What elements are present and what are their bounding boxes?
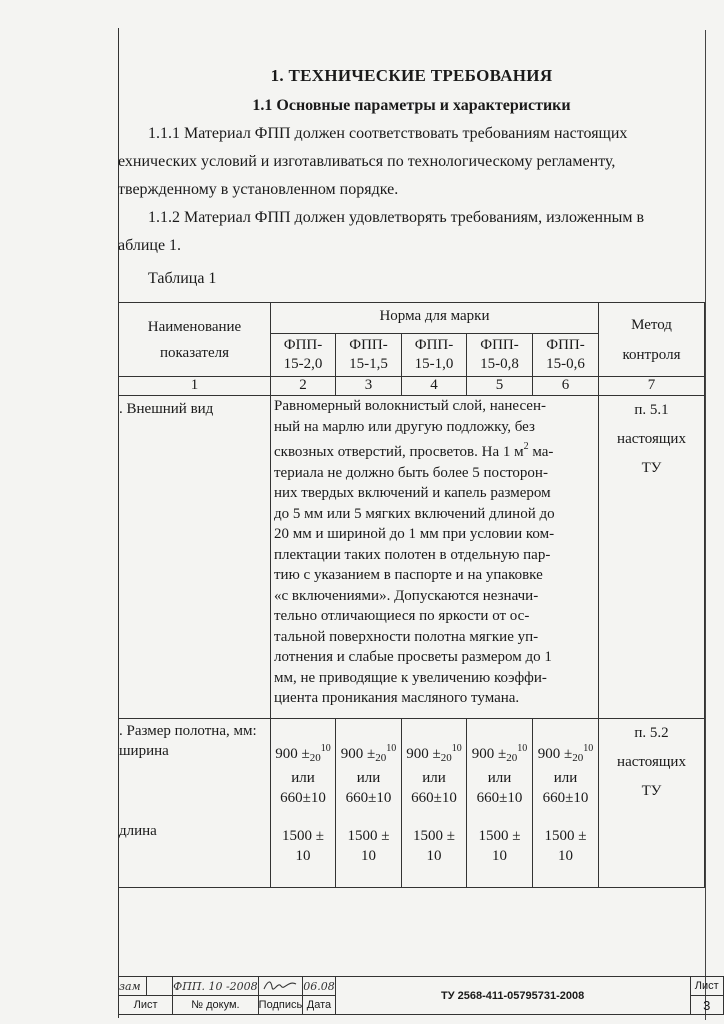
- table-row-size: [119, 719, 705, 888]
- page-frame-right: [705, 30, 706, 1020]
- requirements-table: [118, 302, 705, 888]
- change-doc-number: ФПП. 10 -2008: [173, 977, 259, 996]
- width-value: [336, 739, 401, 768]
- brand-line1: ФПП-: [349, 337, 388, 353]
- length-value-l1: 1500 ±: [282, 828, 324, 844]
- desc-line: до 5 мм или 5 мягких включений длиной до: [274, 505, 555, 522]
- header-name-line1: Наименование: [147, 318, 242, 335]
- header-name-cell: [119, 303, 271, 377]
- width-sub: 20: [309, 752, 321, 764]
- header-method-cell: [599, 303, 705, 377]
- length-value-l1: 1500 ±: [413, 828, 455, 844]
- desc-line: тию с указанием в паспорте и на упаковке: [274, 567, 543, 583]
- row2-name-width: ширина: [119, 743, 169, 759]
- brand-line1: ФПП-: [283, 337, 323, 353]
- column-number: 6: [533, 377, 599, 396]
- length-value-l2: 10: [492, 848, 507, 864]
- desc-line: 20 мм и шириной до 1 мм при условии ком-: [274, 526, 555, 542]
- width-value: [467, 739, 532, 768]
- paragraph-1-1-1: 1.1.1 Материал ФПП должен соответствовать требованиям настоящих ехнических условий и изготавливаться по технологическому регламенту, твержденному в установленном порядке.: [118, 125, 628, 198]
- width-or: или: [553, 770, 578, 786]
- desc-line: лотнения и слабые просветы размером до 1: [274, 649, 552, 665]
- length-value-l2: 10: [361, 848, 376, 864]
- desc-line: териала не должно быть более 5 посторон-: [274, 464, 548, 481]
- length-value-l2: 10: [426, 848, 442, 864]
- desc-line: Равномерный волокнистый слой, нанесен-: [274, 398, 546, 414]
- desc-line: ный на марлю или другую подложку, без: [274, 418, 535, 435]
- width-sup: 10: [583, 743, 594, 754]
- title-block: [118, 976, 724, 1015]
- header-method-line1: Метод: [631, 316, 672, 333]
- brand-line1: ФПП-: [480, 337, 519, 353]
- size-value-cell: [533, 719, 599, 888]
- width-value: [271, 739, 335, 768]
- change-empty: [146, 977, 172, 996]
- desc-line: мм, не приводящие к увеличению коэффи-: [274, 669, 547, 686]
- width-alt: 660±10: [280, 790, 326, 806]
- method-line: настоящих: [617, 754, 686, 770]
- width-base: 900 ±: [471, 746, 507, 762]
- brand-line1: ФПП-: [546, 337, 585, 353]
- length-value-l2: 10: [558, 848, 573, 864]
- desc-line: «с включениями». Допускаются незначи-: [274, 587, 539, 604]
- length-value-l1: 1500 ±: [347, 828, 390, 844]
- header-method-line2: контроля: [622, 346, 681, 363]
- column-number: 2: [271, 377, 336, 396]
- width-sub: 20: [375, 752, 387, 764]
- method-line: ТУ: [641, 460, 662, 476]
- row1-method: [599, 396, 705, 719]
- desc-line: тельно отличающиеся по яркости от ос-: [274, 608, 530, 624]
- label-signature: Подпись: [258, 996, 303, 1015]
- brand-cell: [271, 334, 336, 377]
- change-date: 06.08: [303, 977, 336, 996]
- brand-line2: 15-0,8: [480, 356, 519, 372]
- length-value-l1: 1500 ±: [478, 828, 521, 844]
- brand-cell: [533, 334, 599, 377]
- brand-line2: 15-1,5: [349, 356, 388, 372]
- desc-line: [274, 437, 595, 463]
- width-sub: 20: [440, 752, 452, 764]
- brand-line2: 15-2,0: [283, 356, 323, 372]
- header-norm-cell: Норма для марки: [271, 303, 599, 334]
- row2-method: [599, 719, 705, 888]
- width-sup: 10: [320, 743, 331, 754]
- desc-line-text: сквозных отверстий, просветов. На 1 м: [274, 444, 524, 460]
- width-base: 900 ±: [537, 746, 573, 762]
- label-list: Лист: [119, 996, 173, 1015]
- size-value-cell: [336, 719, 402, 888]
- desc-line-tail: ма-: [528, 444, 554, 460]
- width-or: или: [291, 770, 315, 786]
- column-number: 1: [119, 377, 271, 396]
- method-line: ТУ: [641, 783, 662, 799]
- row1-description: [271, 396, 599, 719]
- header-name-line2: показателя: [159, 344, 230, 361]
- size-value-cell: [271, 719, 336, 888]
- row2-name-line1: . Размер полотна, мм:: [119, 723, 257, 739]
- signature-mark: [262, 978, 298, 992]
- method-line: п. 5.1: [634, 402, 669, 418]
- size-value-cell: [402, 719, 467, 888]
- brand-line2: 15-1,0: [414, 356, 454, 372]
- sheet-number: 3: [690, 996, 723, 1015]
- width-sub: 20: [572, 752, 584, 764]
- brand-line2: 15-0,6: [546, 356, 585, 372]
- row1-name: . Внешний вид: [119, 396, 271, 719]
- width-value: [402, 739, 466, 768]
- column-number: 7: [599, 377, 705, 396]
- width-alt: 660±10: [411, 790, 457, 806]
- column-number: 4: [402, 377, 467, 396]
- unit-superscript: 2: [523, 441, 529, 452]
- size-value-cell: [467, 719, 533, 888]
- row2-name-length: длина: [119, 823, 157, 839]
- sheet-label: Лист: [690, 977, 723, 996]
- width-sub: 20: [506, 752, 518, 764]
- change-signature: [258, 977, 303, 996]
- title-block-change-row: [119, 977, 724, 996]
- width-base: 900 ±: [406, 746, 441, 762]
- change-label: зам: [119, 977, 147, 996]
- width-base: 900 ±: [275, 746, 310, 762]
- width-alt: 660±10: [345, 790, 392, 806]
- label-date: Дата: [303, 996, 336, 1015]
- method-line: п. 5.2: [634, 725, 669, 741]
- table-row-appearance: [119, 396, 705, 719]
- desc-line: плектации таких полотен в отдельную пар-: [274, 546, 551, 563]
- width-sup: 10: [386, 743, 397, 754]
- brand-cell: [402, 334, 467, 377]
- paragraph-1-1-2: 1.1.2 Материал ФПП должен удовлетворять требованиям, изложенным в аблице 1.: [118, 209, 645, 254]
- column-number: 5: [467, 377, 533, 396]
- width-value: [533, 739, 598, 768]
- section-heading: 1. ТЕХНИЧЕСКИЕ ТРЕБОВАНИЯ: [270, 66, 553, 85]
- column-number: 3: [336, 377, 402, 396]
- brand-cell: [467, 334, 533, 377]
- width-or: или: [356, 770, 381, 786]
- label-doc-number: № докум.: [173, 996, 259, 1015]
- table-number-row: [119, 377, 705, 396]
- method-line: настоящих: [617, 431, 686, 447]
- width-or: или: [422, 770, 446, 786]
- brand-line1: ФПП-: [414, 337, 454, 353]
- width-or: или: [487, 770, 512, 786]
- desc-line: циента проникания масляного тумана.: [274, 690, 520, 706]
- width-sup: 10: [451, 743, 462, 754]
- row2-name: [119, 719, 271, 888]
- table-caption: Таблица 1: [148, 270, 217, 287]
- brand-cell: [336, 334, 402, 377]
- desc-line: них твердых включений и капель размером: [274, 485, 551, 501]
- width-alt: 660±10: [476, 790, 523, 806]
- length-value-l1: 1500 ±: [544, 828, 587, 844]
- document-code: ТУ 2568-411-05795731-2008: [335, 977, 690, 1015]
- table-header-row: [119, 303, 705, 334]
- subsection-heading: 1.1 Основные параметры и характеристики: [252, 97, 571, 114]
- width-sup: 10: [517, 743, 528, 754]
- width-base: 900 ±: [340, 746, 376, 762]
- length-value-l2: 10: [295, 848, 311, 864]
- width-alt: 660±10: [542, 790, 589, 806]
- desc-line: тальной поверхности полотна мягкие уп-: [274, 628, 539, 645]
